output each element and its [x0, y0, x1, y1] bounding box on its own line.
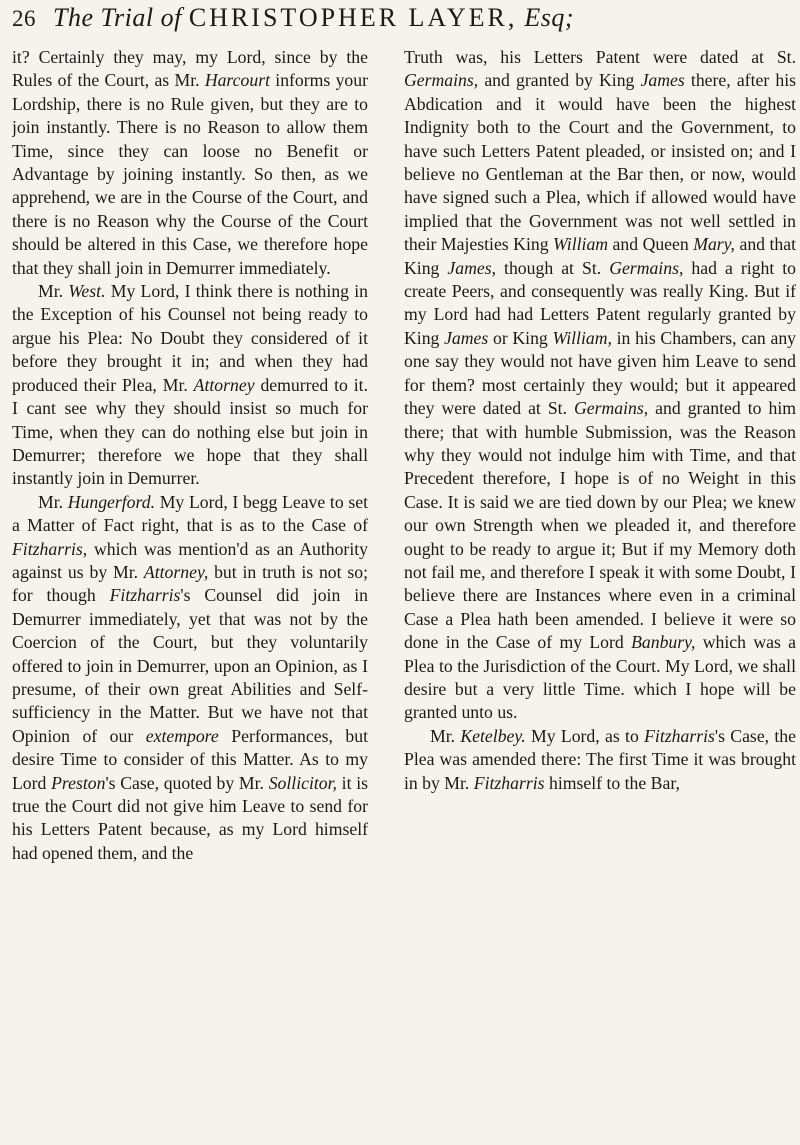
- text-run: Truth was, his Letters Patent were dated at St.: [404, 47, 796, 67]
- italic-run: Harcourt: [204, 70, 270, 91]
- title-the: The: [53, 3, 94, 32]
- running-header: [12, 0, 800, 36]
- text-run: though at St.: [496, 257, 610, 278]
- italic-run: Germains,: [574, 398, 649, 419]
- paragraph: [12, 491, 368, 866]
- text-run: My Lord, as to: [525, 725, 645, 746]
- text-run: Mr.: [38, 491, 68, 512]
- italic-run: Fitzharris,: [12, 538, 88, 559]
- italic-run: James: [444, 327, 489, 348]
- title-trial: Trial: [100, 3, 154, 32]
- text-run: Mr.: [430, 725, 461, 746]
- title-esq: Esq;: [524, 3, 574, 32]
- italic-run: extempore: [145, 725, 219, 746]
- text-run: which was a Plea to the Jurisdiction of the Court. My Lord, we shall desire but a very little Time. which I hope will be granted unto us.: [404, 632, 796, 723]
- text-run: informs your Lordship, there is no Rule given, but they are to join instantly. There is no Reason to allow them Time, since they can loose no Benefit or Advantage by joining instantly. So then, as we apprehend, we are in the Course of the Court, and there is no Reason why the Course of the Court should be altered in this Case, we therefore hope that they shall join in Demurrer immediately.: [12, 70, 368, 278]
- left-column: [12, 46, 368, 1141]
- italic-run: Hungerford.: [67, 491, 156, 512]
- title-of: of: [160, 3, 182, 32]
- italic-run: Ketelbey.: [460, 725, 526, 746]
- text-run: demurred to it. I cant see why they should insist so much for Time, when they can do nothing else but join in Demurrer; therefore we hope that they shall instantly join in Demurrer.: [12, 374, 368, 489]
- text-run: and granted to him there; that with humble Submission, was the Reason why they would not indulge him with Time, and that Precedent therefore, I hope is of no Weight in this Case. It is said we are tied down by our Plea; we knew our own Strength when we pleaded it, and therefore ought to be ready to argue it; But if my Memory doth not fail me, and therefore I speak it with some Doubt, I believe there are Instances where even in a criminal Case a Plea hath been amended. I believe it were so done in the Case of my Lord: [404, 398, 796, 653]
- italic-run: West.: [68, 281, 106, 302]
- text-run: My Lord, I begg Leave to set a Matter of Fact right, that is as to the Case of: [12, 491, 368, 536]
- italic-run: Attorney: [193, 374, 255, 395]
- italic-run: William: [553, 234, 609, 255]
- italic-run: James: [640, 70, 685, 91]
- text-run: and Queen: [608, 234, 694, 255]
- text-run: it is true the Court did not give him Leave to send for his Letters Patent because, as my Lord himself had opened them, and the: [12, 772, 368, 863]
- italic-run: Attorney,: [143, 561, 209, 582]
- paragraph: [404, 725, 796, 795]
- text-run: but in truth is not so; for though: [12, 561, 368, 606]
- text-run: and granted by King: [478, 70, 641, 91]
- text-run: or King: [488, 327, 553, 348]
- text-run: in his Chambers, can any one say they would not have given him Leave to send for them? most certainly they would; but it appeared they were dated at St.: [404, 327, 796, 419]
- right-column: [404, 46, 796, 1141]
- italic-run: Mary,: [693, 234, 735, 255]
- text-run: himself to the Bar,: [544, 772, 680, 793]
- text-run: 's Counsel did join in Demurrer immediately, yet that was not by the Coercion of the Court, but they voluntarily offered to join in Demurrer, upon an Opinion, as I presume, of their own great Abilities and Self-sufficiency in the Matter. But we have not that Opinion of our: [12, 585, 368, 746]
- text-run: and that King: [404, 234, 796, 278]
- text-run: 's Case, the Plea was amended there: The first Time it was brought in by Mr.: [404, 725, 796, 793]
- text-run: My Lord, I think there is nothing in the Exception of his Counsel not being ready to argue his Plea: No Doubt they considered of it before they brought it in; and when they had produced their Plea, Mr.: [12, 281, 368, 395]
- page-number: 26: [12, 6, 36, 31]
- text-run: which was mention'd as an Authority against us by Mr.: [12, 538, 368, 582]
- italic-run: Sollicitor,: [268, 772, 337, 793]
- title-name: CHRISTOPHER LAYER,: [188, 3, 518, 32]
- paragraph: [12, 280, 368, 491]
- italic-run: Germains,: [609, 257, 684, 278]
- text-run: there, after his Abdication and it would have been the highest Indignity both to the Court and the Government, to have such Letters Patent pleaded, or insisted on; and I believe no Gentleman at the Bar then, or now, would have signed such a Plea, which if allowed would have implied that the Government was not well settled in their Majesties King: [404, 70, 796, 255]
- italic-run: Preston: [51, 772, 106, 793]
- italic-run: Banbury,: [631, 632, 696, 653]
- italic-run: James,: [447, 257, 497, 278]
- italic-run: Fitzharris: [109, 585, 181, 606]
- italic-run: William,: [552, 327, 612, 348]
- paragraph: [12, 46, 368, 280]
- italic-run: Fitzharris: [644, 725, 715, 746]
- italic-run: Germains,: [404, 70, 479, 91]
- text-run: 's Case, quoted by Mr.: [105, 772, 269, 793]
- text-run: had a right to create Peers, and consequently was really King. But if my Lord had had Letters Patent regularly granted by King: [404, 257, 796, 348]
- text-run: Performances, but desire Time to consider of this Matter. As to my Lord: [12, 725, 368, 793]
- text-run: it? Certainly they may, my Lord, since by the Rules of the Court, as Mr.: [12, 47, 368, 91]
- paragraph: [404, 46, 796, 725]
- italic-run: Fitzharris: [473, 772, 545, 793]
- text-run: Mr.: [38, 281, 69, 302]
